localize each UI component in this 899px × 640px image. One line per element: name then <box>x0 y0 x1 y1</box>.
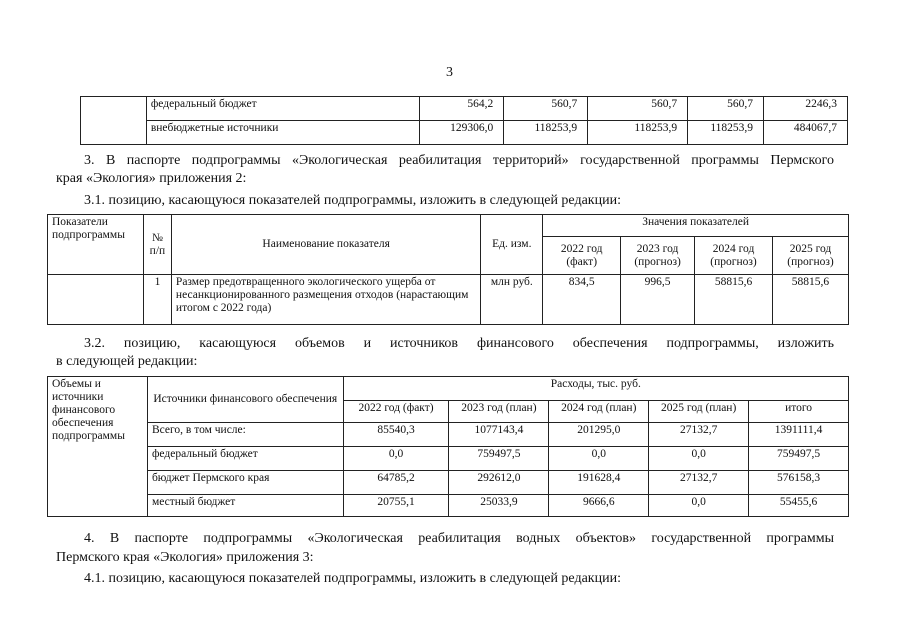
financing-table <box>47 376 849 517</box>
year-header: 2022 год (факт) <box>343 401 449 423</box>
paragraph-3-line2: края «Экология» приложения 2: <box>56 171 247 186</box>
paragraph-4-line1: 4. В паспорте подпрограммы «Экологическая реабилитация водных объектов» государственной программы <box>84 531 834 546</box>
indicators-table <box>47 214 849 325</box>
paragraph-3-2-line2: в следующей редакции: <box>56 354 198 369</box>
table-row: внебюджетные источники 129306,0 118253,9 118253,9 118253,9 484067,7 <box>81 121 848 145</box>
financing-section-header: Объемы и источники финансового обеспечения подпрограммы <box>48 377 148 517</box>
col-name-header: Наименование показателя <box>171 215 480 275</box>
year-header: 2025 год (прогноз) <box>772 237 848 275</box>
table-row: Всего, в том числе: 85540,3 1077143,4 201295,0 27132,7 1391111,4 <box>48 423 849 447</box>
year-header: 2023 год (план) <box>449 401 549 423</box>
paragraph-4-line2: Пермского края «Экология» приложения 3: <box>56 550 314 565</box>
year-header: 2024 год (прогноз) <box>695 237 773 275</box>
col-num-header: № п/п <box>143 215 171 275</box>
expenses-header: Расходы, тыс. руб. <box>343 377 848 401</box>
table-row: федеральный бюджет 0,0 759497,5 0,0 0,0 759497,5 <box>48 447 849 471</box>
year-header: 2023 год (прогноз) <box>621 237 695 275</box>
total-header: итого <box>749 401 849 423</box>
paragraph-4-1: 4.1. позицию, касающуюся показателей подпрограммы, изложить в следующей редакции: <box>84 571 621 586</box>
indicators-section-header: Показатели подпрограммы <box>48 215 144 275</box>
col-unit-header: Ед. изм. <box>481 215 543 275</box>
year-header: 2025 год (план) <box>649 401 749 423</box>
paragraph-3-1: 3.1. позицию, касающуюся показателей подпрограммы, изложить в следующей редакции: <box>84 193 621 208</box>
page-number: 3 <box>446 65 453 80</box>
sources-header: Источники финансового обеспечения <box>147 377 343 423</box>
year-header: 2022 год (факт) <box>543 237 621 275</box>
top-budget-table <box>80 96 848 145</box>
table-row: 1 Размер предотвращенного экологического ущерба от несанкционированного размещения отходов (нарастающим итогом с 2022 года) млн руб. 834,5 996,5 58815,6 58815,6 <box>48 275 849 325</box>
table-row: местный бюджет 20755,1 25033,9 9666,6 0,0 55455,6 <box>48 495 849 517</box>
paragraph-3-2-line1: 3.2. позицию, касающуюся объемов и источников финансового обеспечения подпрограммы, изложить <box>84 336 834 351</box>
table-row: федеральный бюджет 564,2 560,7 560,7 560,7 2246,3 <box>81 97 848 121</box>
year-header: 2024 год (план) <box>549 401 649 423</box>
table-row: бюджет Пермского края 64785,2 292612,0 191628,4 27132,7 576158,3 <box>48 471 849 495</box>
values-header: Значения показателей <box>543 215 849 237</box>
paragraph-3-line1: 3. В паспорте подпрограммы «Экологическая реабилитация территорий» государственной программы Пермского <box>84 153 834 168</box>
